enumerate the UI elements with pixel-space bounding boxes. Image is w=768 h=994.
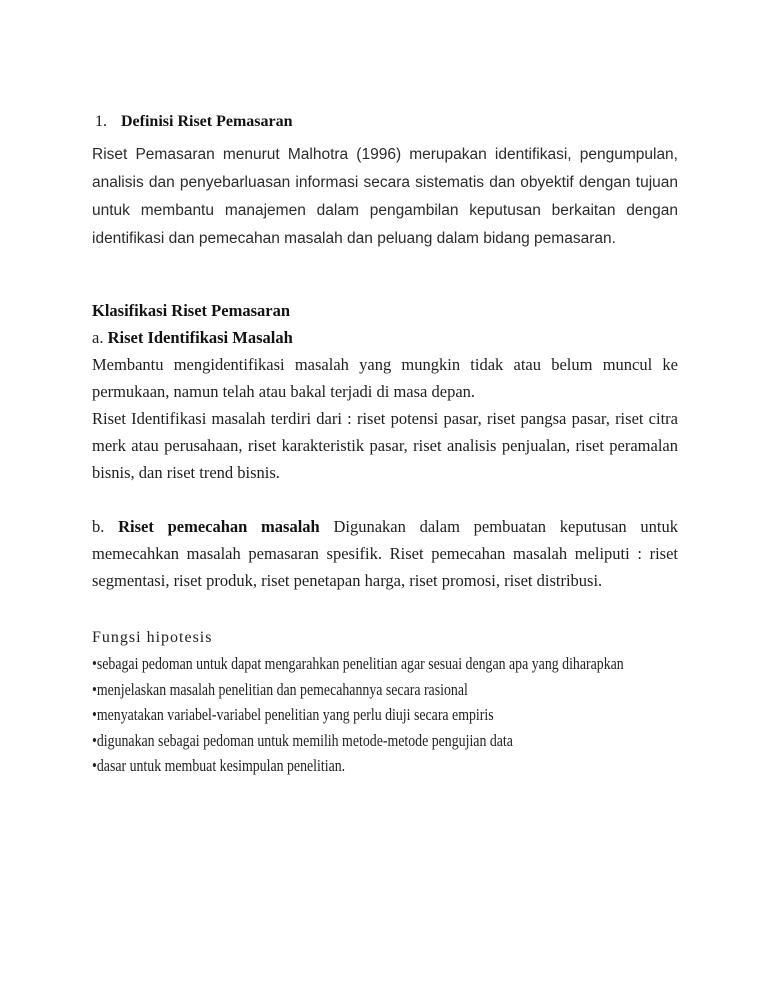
bullet-marker: •	[92, 705, 97, 724]
bullet-marker: •	[92, 654, 97, 673]
bullet-text: dasar untuk membuat kesimpulan penelitian.	[96, 756, 346, 775]
section-heading-definisi	[95, 112, 678, 132]
subheading-letter-a: a.	[92, 328, 104, 347]
klasifikasi-heading: Klasifikasi Riset Pemasaran	[92, 301, 290, 320]
section-klasifikasi	[92, 297, 678, 594]
bullet-marker: •	[92, 756, 97, 775]
heading-number: 1.	[95, 113, 107, 130]
list-item	[92, 651, 624, 677]
section-fungsi-hipotesis	[92, 628, 678, 779]
subheading-riset-identifikasi	[92, 324, 678, 351]
fungsi-hipotesis-heading: Fungsi hipotesis	[92, 629, 213, 646]
bullet-text: menjelaskan masalah penelitian dan pemecahannya secara rasional	[96, 679, 468, 699]
list-item	[92, 728, 584, 754]
subheading-title-b: Riset pemecahan masalah	[118, 517, 320, 536]
list-item	[92, 753, 584, 779]
paragraph-pemecahan-body: Digunakan dalam pembuatan keputusan untuk memecahkan masalah pemasaran spesifik. Riset pemecahan masalah meliputi : riset segmentasi, riset produk, riset penetapan harga, riset promosi, riset distribusi.	[92, 517, 679, 590]
subheading-title-a: Riset Identifikasi Masalah	[107, 328, 293, 347]
intro-paragraph: Riset Pemasaran menurut Malhotra (1996) merupakan identifikasi, pengumpulan, analisis dan penyebarluasan informasi secara sistematis dan obyektif dengan tujuan untuk membantu manajemen dalam pengambilan keputusan berkaitan dengan identifikasi dan pemecahan masalah dan peluang dalam bidang pemasaran.	[92, 146, 678, 247]
bullet-text: digunakan sebagai pedoman untuk memilih metode-metode pengujian data	[96, 730, 513, 750]
paragraph-pemecahan	[92, 513, 678, 594]
heading-title: Definisi Riset Pemasaran	[121, 113, 293, 130]
paragraph-identifikasi-2: Riset Identifikasi masalah terdiri dari : riset potensi pasar, riset pangsa pasar, riset citra merk atau perusahaan, riset karakteristik pasar, riset analisis penjualan, riset peramalan bisnis, dan riset trend bisnis.	[92, 409, 678, 482]
paragraph-identifikasi-1: Membantu mengidentifikasi masalah yang mungkin tidak atau belum muncul ke permukaan, namun telah atau bakal terjadi di masa depan.	[92, 355, 678, 401]
bullet-marker: •	[92, 679, 97, 699]
list-item	[92, 702, 584, 728]
list-item	[92, 677, 584, 703]
subheading-letter-b: b.	[92, 517, 105, 536]
bullet-text: menyatakan variabel-variabel penelitian yang perlu diuji secara empiris	[96, 705, 494, 724]
bullet-marker: •	[92, 730, 97, 750]
bullet-text: sebagai pedoman untuk dapat mengarahkan penelitian agar sesuai dengan apa yang diharapkan	[96, 654, 624, 673]
